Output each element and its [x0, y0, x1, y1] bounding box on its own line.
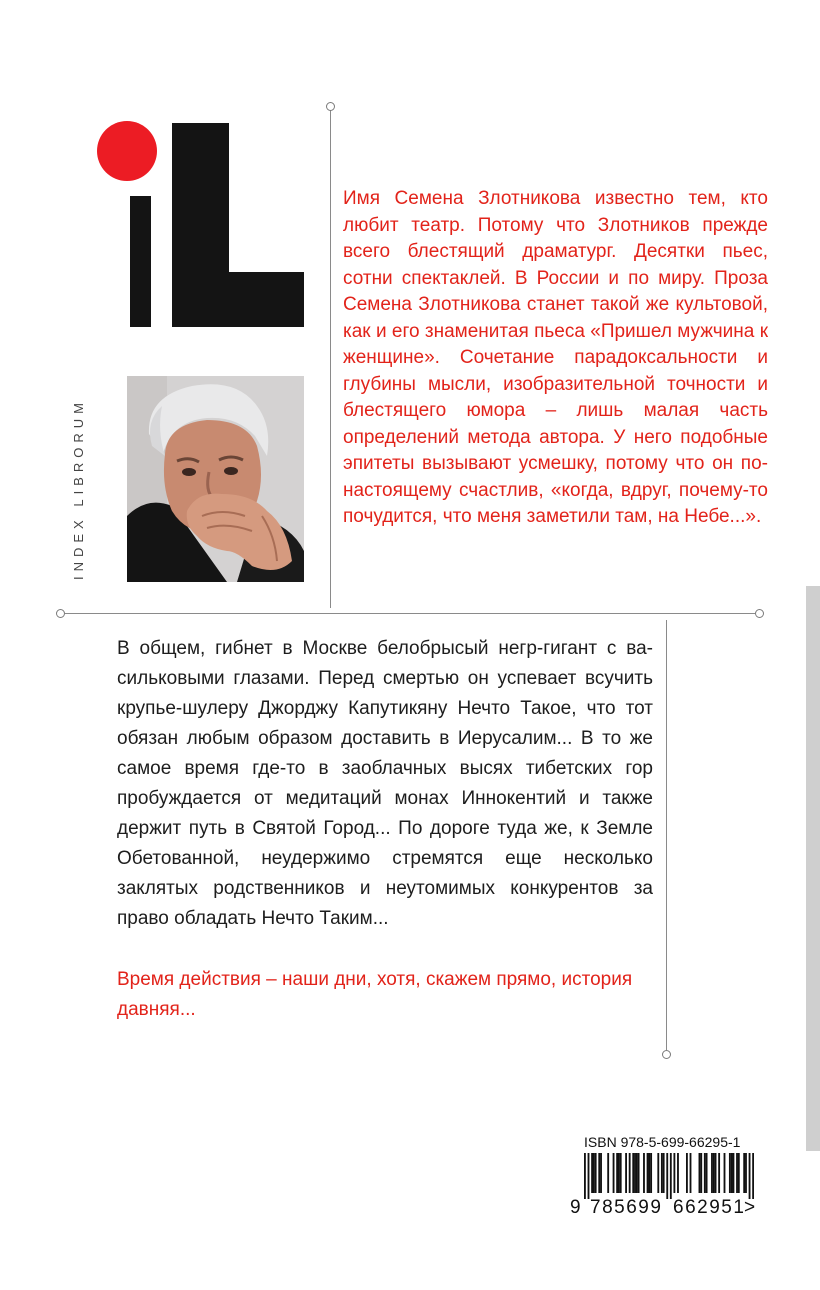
barcode-bar — [595, 1153, 597, 1193]
logo-letter-i — [130, 196, 151, 327]
logo-red-dot — [97, 121, 157, 181]
barcode-bar — [593, 1153, 595, 1193]
barcode-bar — [591, 1153, 593, 1193]
barcode-bar — [752, 1153, 754, 1199]
barcode-bar — [618, 1153, 620, 1193]
barcode-bar — [749, 1153, 751, 1199]
guide-knob-bottom — [662, 1050, 671, 1059]
barcode-bar — [666, 1153, 668, 1199]
barcode-bar — [711, 1153, 713, 1193]
barcode-bar — [745, 1153, 747, 1193]
cover-edge-strip — [806, 586, 820, 1151]
barcode-bar — [632, 1153, 634, 1193]
barcode-bar — [620, 1153, 622, 1193]
barcode-bar — [661, 1153, 663, 1193]
barcode-bar — [613, 1153, 615, 1193]
barcode-bar — [743, 1153, 745, 1193]
barcode-bar — [625, 1153, 627, 1193]
barcode-bar — [736, 1153, 738, 1193]
portrait-icon — [127, 376, 304, 582]
barcode-bar — [584, 1153, 586, 1199]
book-tagline: Время действия – наши дни, хотя, скажем прямо, история давняя... — [117, 969, 633, 1020]
isbn-label: ISBN 978-5-699-66295-1 — [584, 1134, 741, 1150]
barcode-bar — [607, 1153, 609, 1193]
barcode-bar — [677, 1153, 679, 1193]
barcode-bar — [718, 1153, 720, 1193]
barcode-bar — [700, 1153, 702, 1193]
barcode-bar — [715, 1153, 717, 1193]
barcode-bar — [724, 1153, 726, 1193]
barcode-bar — [629, 1153, 631, 1193]
barcode-digit-group-2: 662951 — [673, 1197, 746, 1218]
barcode-bar — [704, 1153, 706, 1193]
isbn-barcode — [584, 1153, 754, 1199]
author-bio: Имя Семена Злотникова известно тем, кто любит театр. Потому что Злотников прежде всего блестящий драматург. Десятки пьес, сотни спектаклей. В России и по миру. Проза Семена Злотникова станет такой же культовой, как и его знаменитая пьеса «Пришел мужчина к женщине». Сочетание парадоксальности и глубины мысли, изобразительной точности и блестящего юмора – лишь малая часть определений метода автора. У него подобные эпитеты вызывают усмешку, потому что он по-настоящему счастлив, «когда, вдруг, почему-то почудится, что меня заметили там, на Небе...». — [343, 188, 768, 527]
guide-line-vertical-top — [330, 110, 331, 608]
barcode-bar — [686, 1153, 688, 1193]
barcode-quiet-mark: > — [744, 1197, 756, 1218]
book-synopsis: В общем, гибнет в Москве белобрысый негр-гигант с васильковыми глазами. Перед смертью он успевает всучить крупье-шулеру Джорджу Капутикяну Нечто Такое, что тот обязан любым образом доставить в Иерусалим... В то же самое время где-то в заоблачных высях тибетских гор пробуждается от медитаций монах Иннокентий и также держит путь в Святой Город... По дороге туда же, к Земле Обетованной, неудержимо стремятся еще несколько заклятых родственников и неутомимых конкурентов за право обладать Нечто Таким... — [117, 638, 653, 929]
barcode-bar — [588, 1153, 590, 1199]
barcode-bar — [634, 1153, 636, 1193]
barcode-bar — [729, 1153, 731, 1193]
barcode-bar — [616, 1153, 618, 1193]
guide-knob-right — [755, 609, 764, 618]
barcode-bar — [648, 1153, 650, 1193]
guide-knob-top — [326, 102, 335, 111]
barcode-bar — [600, 1153, 602, 1193]
barcode-bar — [733, 1153, 735, 1193]
barcode-bar — [643, 1153, 645, 1193]
barcode-bar — [673, 1153, 675, 1193]
barcode-bar — [663, 1153, 665, 1193]
author-photo — [127, 376, 304, 582]
barcode-bar — [636, 1153, 638, 1193]
barcode-bar — [657, 1153, 659, 1193]
barcode-bar — [713, 1153, 715, 1193]
guide-knob-left — [56, 609, 65, 618]
logo-letter-l-foot — [172, 272, 304, 327]
barcode-bar — [650, 1153, 652, 1193]
barcode-bar — [670, 1153, 672, 1199]
guide-line-horizontal — [65, 613, 755, 614]
barcode-digit-group-1: 785699 — [590, 1197, 663, 1218]
barcode-bar — [738, 1153, 740, 1193]
barcode-bar — [690, 1153, 692, 1193]
barcode-bar — [706, 1153, 708, 1193]
barcode-bar — [647, 1153, 649, 1193]
barcode-bar — [638, 1153, 640, 1193]
barcode-bar — [699, 1153, 701, 1193]
barcode-bar — [598, 1153, 600, 1193]
barcode-bar — [731, 1153, 733, 1193]
guide-line-vertical-bottom — [666, 620, 667, 1050]
barcode-first-digit: 9 — [570, 1197, 581, 1218]
series-name: INDEX LIBRORUM — [71, 398, 86, 580]
